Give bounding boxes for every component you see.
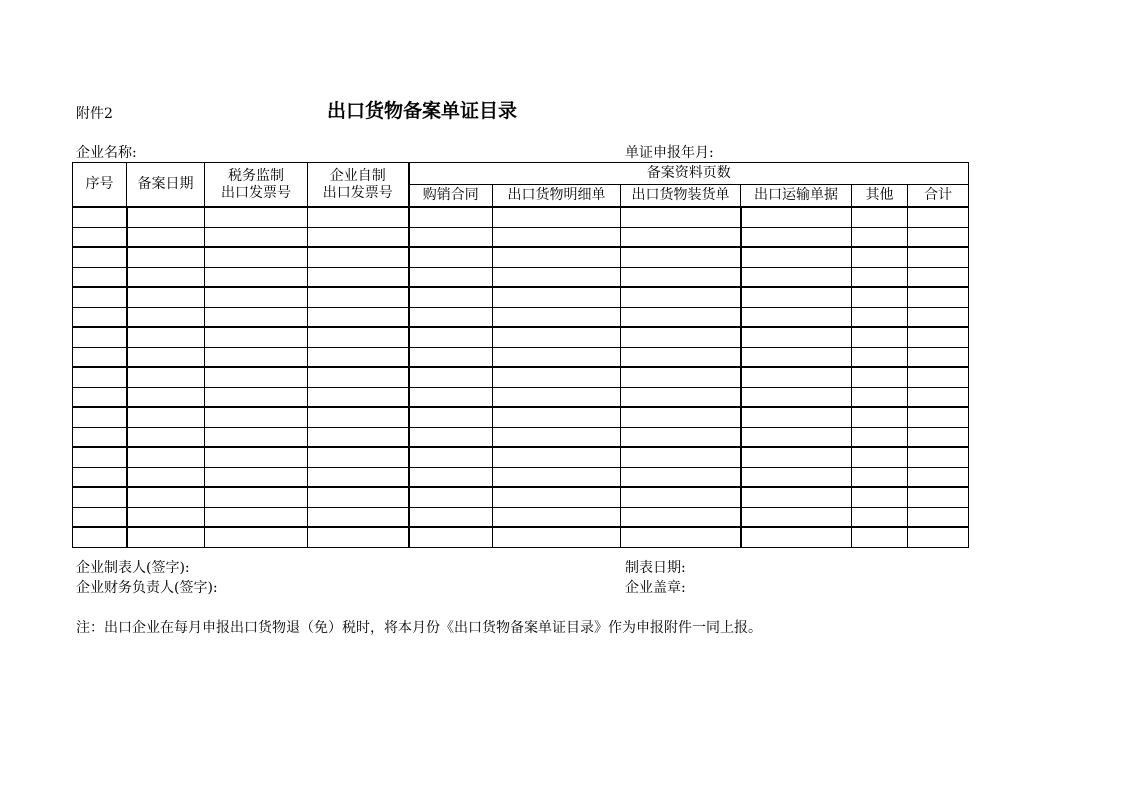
filing-documents-table — [72, 162, 969, 548]
table-cell[interactable] — [908, 367, 969, 387]
table-cell[interactable] — [409, 307, 493, 327]
table-cell[interactable] — [741, 287, 852, 307]
table-cell[interactable] — [73, 307, 127, 327]
table-cell[interactable] — [127, 367, 205, 387]
table-cell[interactable] — [308, 327, 409, 347]
table-cell[interactable] — [205, 487, 308, 507]
report-period-label: 单证申报年月: — [625, 145, 714, 161]
table-row — [73, 527, 969, 547]
table-cell[interactable] — [409, 227, 493, 247]
table-cell[interactable] — [741, 407, 852, 427]
table-cell[interactable] — [621, 447, 741, 467]
table-row — [73, 367, 969, 387]
table-cell[interactable] — [308, 367, 409, 387]
table-cell[interactable] — [205, 507, 308, 527]
table-cell[interactable] — [493, 487, 621, 507]
table-cell[interactable] — [409, 507, 493, 527]
table-cell[interactable] — [127, 487, 205, 507]
table-cell[interactable] — [621, 467, 741, 487]
col-self-invoice-line2: 出口发票号 — [322, 184, 393, 201]
table-cell[interactable] — [308, 347, 409, 367]
table-row — [73, 287, 969, 307]
table-cell[interactable] — [493, 207, 621, 227]
table-cell[interactable] — [741, 247, 852, 267]
table-cell[interactable] — [73, 247, 127, 267]
table-cell[interactable] — [308, 307, 409, 327]
table-cell[interactable] — [852, 307, 908, 327]
table-cell[interactable] — [127, 407, 205, 427]
col-loading-list-header: 出口货物装货单 — [621, 185, 741, 208]
table-cell[interactable] — [908, 267, 969, 287]
table-cell[interactable] — [205, 287, 308, 307]
table-cell[interactable] — [621, 247, 741, 267]
table-cell[interactable] — [621, 207, 741, 227]
table-cell[interactable] — [741, 367, 852, 387]
table-cell[interactable] — [409, 327, 493, 347]
table-cell[interactable] — [205, 267, 308, 287]
table-cell[interactable] — [852, 527, 908, 547]
table-cell[interactable] — [73, 327, 127, 347]
table-cell[interactable] — [127, 427, 205, 447]
col-total-header: 合计 — [908, 185, 969, 208]
table-cell[interactable] — [852, 487, 908, 507]
table-cell[interactable] — [205, 467, 308, 487]
table-cell[interactable] — [493, 387, 621, 407]
col-goods-detail-header: 出口货物明细单 — [493, 185, 621, 208]
table-cell[interactable] — [73, 367, 127, 387]
table-cell[interactable] — [621, 427, 741, 447]
table-cell[interactable] — [908, 407, 969, 427]
col-tax-invoice-line2: 出口发票号 — [221, 184, 291, 201]
table-cell[interactable] — [409, 407, 493, 427]
table-row — [73, 347, 969, 367]
table-cell[interactable] — [852, 507, 908, 527]
table-cell[interactable] — [409, 247, 493, 267]
table-cell[interactable] — [908, 507, 969, 527]
footnote: 注：出口企业在每月申报出口货物退（免）税时，将本月份《出口货物备案单证目录》作为申报附件一同上报。 — [76, 620, 762, 636]
company-name-label: 企业名称: — [76, 145, 137, 161]
table-cell[interactable] — [493, 427, 621, 447]
table-cell[interactable] — [852, 267, 908, 287]
table-cell[interactable] — [308, 207, 409, 227]
col-self-invoice-header — [308, 163, 409, 208]
col-tax-invoice-line1: 税务监制 — [228, 167, 284, 184]
col-other-header: 其他 — [852, 185, 908, 208]
table-cell[interactable] — [409, 267, 493, 287]
table-cell[interactable] — [73, 207, 127, 227]
table-cell[interactable] — [852, 247, 908, 267]
table-cell[interactable] — [205, 207, 308, 227]
table-cell[interactable] — [308, 507, 409, 527]
table-cell[interactable] — [205, 307, 308, 327]
table-cell[interactable] — [205, 227, 308, 247]
table-row — [73, 467, 969, 487]
table-cell[interactable] — [205, 347, 308, 367]
table-cell[interactable] — [908, 287, 969, 307]
table-cell[interactable] — [493, 347, 621, 367]
table-cell[interactable] — [127, 227, 205, 247]
table-cell[interactable] — [308, 447, 409, 467]
table-cell[interactable] — [205, 387, 308, 407]
table-cell[interactable] — [73, 527, 127, 547]
table-cell[interactable] — [493, 247, 621, 267]
table-cell[interactable] — [127, 387, 205, 407]
table-cell[interactable] — [908, 527, 969, 547]
table-row — [73, 387, 969, 407]
table-cell[interactable] — [308, 227, 409, 247]
table-cell[interactable] — [73, 507, 127, 527]
table-cell[interactable] — [205, 407, 308, 427]
table-cell[interactable] — [493, 287, 621, 307]
table-cell[interactable] — [127, 207, 205, 227]
table-cell[interactable] — [409, 387, 493, 407]
table-cell[interactable] — [73, 387, 127, 407]
table-cell[interactable] — [741, 207, 852, 227]
table-cell[interactable] — [621, 307, 741, 327]
col-serial-header: 序号 — [73, 163, 127, 208]
table-cell[interactable] — [621, 487, 741, 507]
table-cell[interactable] — [308, 467, 409, 487]
table-cell[interactable] — [908, 227, 969, 247]
table-cell[interactable] — [493, 407, 621, 427]
page-title: 出口货物备案单证目录 — [327, 100, 518, 122]
table-cell[interactable] — [908, 447, 969, 467]
table-cell[interactable] — [852, 347, 908, 367]
table-cell[interactable] — [308, 487, 409, 507]
table-cell[interactable] — [308, 427, 409, 447]
table-cell[interactable] — [308, 287, 409, 307]
table-cell[interactable] — [741, 227, 852, 247]
table-cell[interactable] — [621, 527, 741, 547]
table-cell[interactable] — [621, 367, 741, 387]
table-cell[interactable] — [621, 327, 741, 347]
table-cell[interactable] — [493, 507, 621, 527]
table-row — [73, 487, 969, 507]
table-cell[interactable] — [852, 287, 908, 307]
table-cell[interactable] — [908, 307, 969, 327]
table-cell[interactable] — [127, 247, 205, 267]
prepare-date-label: 制表日期: — [625, 560, 686, 576]
table-cell[interactable] — [741, 327, 852, 347]
table-cell[interactable] — [741, 427, 852, 447]
table-row — [73, 447, 969, 467]
table-cell[interactable] — [308, 387, 409, 407]
table-cell[interactable] — [621, 227, 741, 247]
table-cell[interactable] — [741, 487, 852, 507]
table-cell[interactable] — [205, 527, 308, 547]
table-cell[interactable] — [493, 327, 621, 347]
table-cell[interactable] — [409, 467, 493, 487]
table-cell[interactable] — [493, 367, 621, 387]
table-cell[interactable] — [621, 387, 741, 407]
table-cell[interactable] — [908, 247, 969, 267]
table-cell[interactable] — [73, 407, 127, 427]
table-cell[interactable] — [127, 527, 205, 547]
table-cell[interactable] — [73, 347, 127, 367]
table-row — [73, 407, 969, 427]
table-cell[interactable] — [127, 307, 205, 327]
table-row — [73, 267, 969, 287]
table-cell[interactable] — [741, 387, 852, 407]
table-cell[interactable] — [852, 447, 908, 467]
table-cell[interactable] — [493, 447, 621, 467]
table-cell[interactable] — [409, 487, 493, 507]
col-transport-doc-header: 出口运输单据 — [741, 185, 852, 208]
finance-signature-label: 企业财务负责人(签字): — [76, 580, 218, 596]
preparer-signature-label: 企业制表人(签字): — [76, 560, 190, 576]
table-cell[interactable] — [409, 367, 493, 387]
table-cell[interactable] — [205, 427, 308, 447]
table-cell[interactable] — [73, 267, 127, 287]
table-cell[interactable] — [908, 427, 969, 447]
table-cell[interactable] — [73, 287, 127, 307]
table-cell[interactable] — [852, 387, 908, 407]
table-cell[interactable] — [908, 487, 969, 507]
table-cell[interactable] — [908, 387, 969, 407]
table-cell[interactable] — [127, 467, 205, 487]
table-cell[interactable] — [741, 307, 852, 327]
table-cell[interactable] — [908, 327, 969, 347]
table-cell[interactable] — [908, 207, 969, 227]
table-cell[interactable] — [73, 487, 127, 507]
table-cell[interactable] — [741, 267, 852, 287]
table-cell[interactable] — [493, 527, 621, 547]
table-cell[interactable] — [308, 267, 409, 287]
table-cell[interactable] — [493, 307, 621, 327]
table-cell[interactable] — [127, 327, 205, 347]
table-cell[interactable] — [621, 347, 741, 367]
company-seal-label: 企业盖章: — [625, 580, 686, 596]
table-cell[interactable] — [852, 227, 908, 247]
table-cell[interactable] — [741, 447, 852, 467]
table-cell[interactable] — [409, 527, 493, 547]
table-cell[interactable] — [621, 407, 741, 427]
table-body — [73, 207, 969, 547]
table-row — [73, 427, 969, 447]
table-cell[interactable] — [205, 447, 308, 467]
table-cell[interactable] — [205, 327, 308, 347]
table-cell[interactable] — [908, 467, 969, 487]
table-cell[interactable] — [409, 447, 493, 467]
table-cell[interactable] — [127, 267, 205, 287]
table-cell[interactable] — [852, 207, 908, 227]
table-cell[interactable] — [127, 287, 205, 307]
table-cell[interactable] — [308, 527, 409, 547]
table-cell[interactable] — [852, 427, 908, 447]
table-row — [73, 507, 969, 527]
table-cell[interactable] — [493, 467, 621, 487]
table-cell[interactable] — [127, 507, 205, 527]
table-cell[interactable] — [409, 427, 493, 447]
table-cell[interactable] — [621, 267, 741, 287]
table-row — [73, 247, 969, 267]
table-row — [73, 307, 969, 327]
col-tax-invoice-header — [205, 163, 308, 208]
table-cell[interactable] — [493, 227, 621, 247]
table-cell[interactable] — [73, 427, 127, 447]
table-cell[interactable] — [621, 287, 741, 307]
table-cell[interactable] — [409, 207, 493, 227]
table-cell[interactable] — [852, 467, 908, 487]
table-cell[interactable] — [741, 507, 852, 527]
table-row — [73, 207, 969, 227]
table-cell[interactable] — [741, 527, 852, 547]
table-cell[interactable] — [73, 227, 127, 247]
col-self-invoice-line1: 企业自制 — [329, 167, 386, 184]
col-date-header: 备案日期 — [127, 163, 205, 208]
table-cell[interactable] — [127, 347, 205, 367]
table-cell[interactable] — [205, 247, 308, 267]
table-cell[interactable] — [621, 507, 741, 527]
col-contract-header: 购销合同 — [409, 185, 493, 208]
table-cell[interactable] — [741, 347, 852, 367]
attachment-label: 附件2 — [76, 106, 113, 122]
table-cell[interactable] — [852, 327, 908, 347]
pages-group-header: 备案资料页数 — [409, 163, 969, 185]
table-row — [73, 327, 969, 347]
table-cell[interactable] — [493, 267, 621, 287]
table-cell[interactable] — [852, 407, 908, 427]
table-cell[interactable] — [409, 287, 493, 307]
table-cell[interactable] — [308, 407, 409, 427]
table-cell[interactable] — [852, 367, 908, 387]
table-cell[interactable] — [908, 347, 969, 367]
table-cell[interactable] — [205, 367, 308, 387]
table-cell[interactable] — [127, 447, 205, 467]
table-row — [73, 227, 969, 247]
table-cell[interactable] — [73, 447, 127, 467]
table-cell[interactable] — [308, 247, 409, 267]
table-cell[interactable] — [741, 467, 852, 487]
table-cell[interactable] — [73, 467, 127, 487]
table-cell[interactable] — [409, 347, 493, 367]
